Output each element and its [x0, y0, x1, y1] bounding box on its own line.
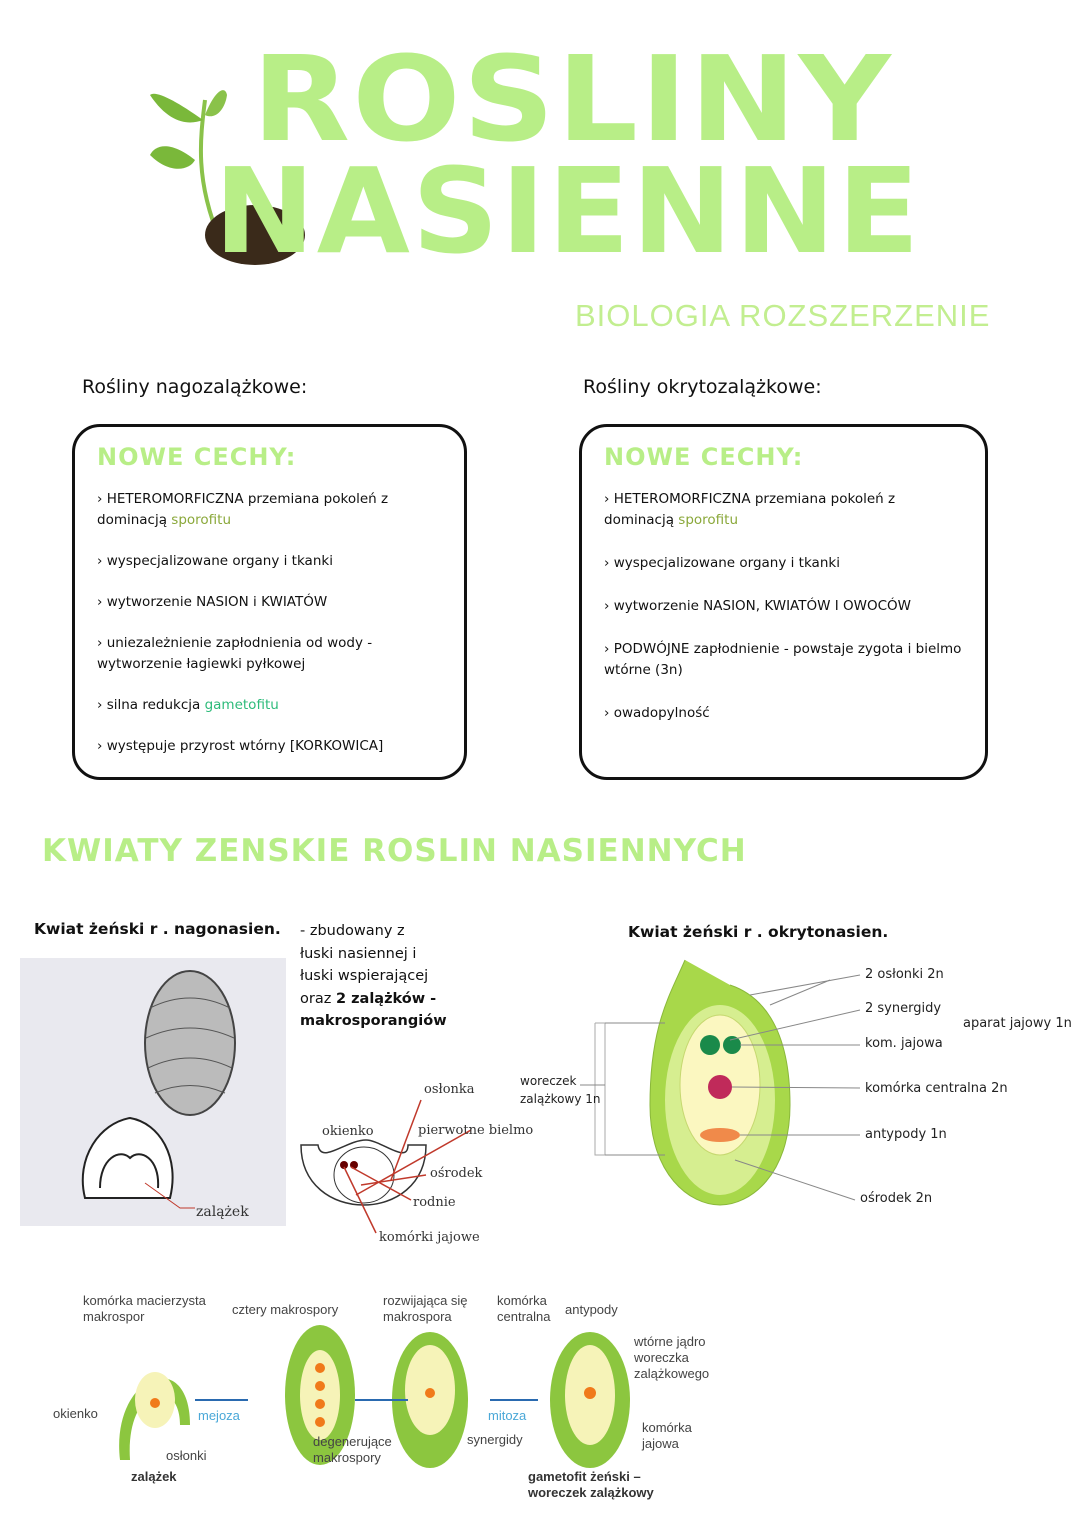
dev-label: rozwijająca się makrospora: [383, 1293, 468, 1324]
angiosperm-heading: Rośliny okrytozalążkowe:: [583, 376, 822, 398]
label-jajowe: komórki jajowe: [379, 1230, 480, 1245]
dev-label: zalążek: [131, 1469, 177, 1484]
angiosperm-features-box: [579, 424, 988, 780]
dev-label: degenerujące makrospory: [313, 1434, 392, 1465]
label-rodnie: rodnie: [413, 1195, 456, 1210]
label-antypody: antypody 1n: [865, 1127, 947, 1142]
dev-label: cztery makrospory: [232, 1302, 339, 1317]
dev-label: synergidy: [467, 1432, 523, 1447]
section-title: KWIATY ZENSKIE ROSLIN NASIENNYCH: [42, 833, 747, 869]
label-bielmo: pierwotne bielmo: [418, 1123, 534, 1138]
dev-label: antypody: [565, 1302, 618, 1317]
gymnosperm-heading: Rośliny nagozalążkowe:: [82, 376, 308, 398]
feature-item: › uniezależnienie zapłodnienia od wody - wytworzenie łagiewki pyłkowej: [97, 635, 373, 672]
pine-cone-image: [20, 958, 286, 1226]
label-okienko: okienko: [322, 1124, 374, 1139]
feature-item: › wytworzenie NASION i KWIATÓW: [97, 594, 328, 610]
feature-item: › wytworzenie NASION, KWIATÓW I OWOCÓW: [604, 598, 912, 614]
feature-item: › silna redukcja gametofitu: [97, 697, 279, 713]
feature-item: › występuje przyrost wtórny [KORKOWICA]: [97, 738, 384, 754]
label-oslonki: 2 osłonki 2n: [865, 967, 944, 982]
label-osrodek-2n: ośrodek 2n: [860, 1191, 933, 1206]
feature-item: › HETEROMORFICZNA przemiana pokoleń z dominacją sporofitu: [604, 491, 896, 528]
angio-heading: Kwiat żeński r . okrytonasien.: [628, 923, 889, 941]
label-aparat: aparat jajowy 1n: [963, 1016, 1072, 1031]
feature-item: › wyspecjalizowane organy i tkanki: [604, 555, 840, 571]
dev-label: mejoza: [198, 1408, 240, 1423]
label-kom-jajowa: kom. jajowa: [865, 1036, 943, 1051]
label-osrodek: ośrodek: [430, 1166, 483, 1181]
feature-item: › wyspecjalizowane organy i tkanki: [97, 553, 333, 569]
title-line-1: ROSLINY: [252, 30, 893, 168]
cone-label: zalążek: [196, 1204, 249, 1220]
gymno-heading: Kwiat żeński r . nagonasien.: [34, 920, 281, 938]
dev-label: komórka macierzysta makrospor: [83, 1293, 206, 1324]
label-synergidy: 2 synergidy: [865, 1001, 942, 1016]
dev-label: mitoza: [488, 1408, 527, 1423]
feature-item: › HETEROMORFICZNA przemiana pokoleń z dominacją sporofitu: [97, 491, 389, 528]
label-woreczek: woreczek zalążkowy 1n: [520, 1074, 601, 1106]
title-line-2: NASIENNE: [214, 142, 922, 280]
feature-item: › owadopylność: [604, 705, 710, 721]
dev-label: okienko: [53, 1406, 98, 1421]
dev-label: osłonki: [166, 1448, 207, 1463]
dev-label: komórka jajowa: [642, 1420, 692, 1451]
label-oslonka: osłonka: [424, 1082, 475, 1097]
dev-label: wtórne jądro woreczka zalążkowego: [634, 1334, 710, 1381]
feature-item: › PODWÓJNE zapłodnienie - powstaje zygota i bielmo wtórne (3n): [604, 641, 962, 678]
gymnosperm-features-box: [72, 424, 467, 780]
box-title: NOWE CECHY:: [97, 443, 297, 471]
gymno-description: - zbudowany z łuski nasiennej i łuski wspierającej oraz 2 zalążków - makrosporangiów: [300, 923, 447, 1029]
gymno-ovule-diagram: [296, 1085, 496, 1245]
subtitle: BIOLOGIA ROZSZERZENIE: [575, 298, 991, 333]
label-centralna: komórka centralna 2n: [865, 1081, 1008, 1096]
dev-label: komórka centralna: [497, 1293, 551, 1324]
dev-label: gametofit żeński – woreczek zalążkowy: [528, 1469, 654, 1500]
box-title: NOWE CECHY:: [604, 443, 804, 471]
